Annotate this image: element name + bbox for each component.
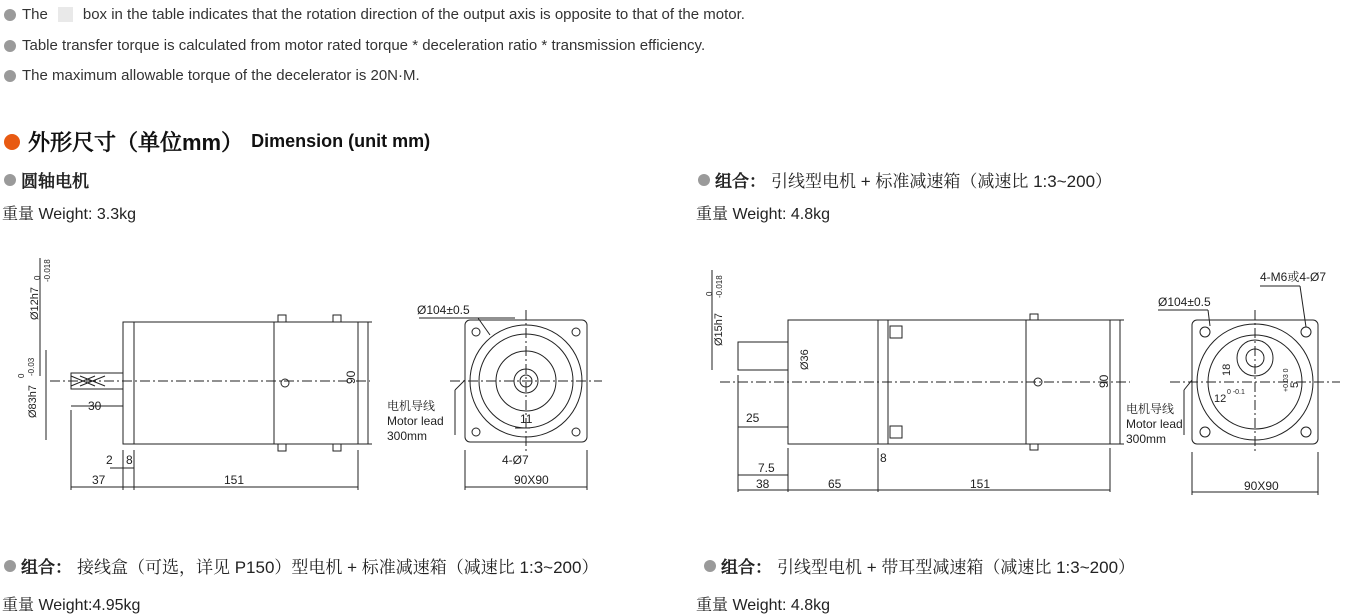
panel-3-rest: 接线盒（可选，详见 P150）型电机 + 标准减速箱（减速比 1:3~200） — [77, 558, 599, 577]
d2-flange-w: 8 — [880, 451, 887, 465]
panel-3-subtitle — [4, 553, 598, 578]
note-2-text: Table transfer torque is calculated from motor rated torque * deceleration ratio * transmission efficiency. — [22, 37, 706, 54]
note-2 — [4, 37, 705, 54]
shaded-box-icon — [58, 7, 73, 22]
d2-front-len: 38 — [756, 477, 770, 491]
d2-boss-dia: Ø36 — [799, 349, 811, 370]
d2-front-dia: Ø104±0.5 — [1158, 295, 1211, 309]
note-1 — [4, 6, 745, 23]
d2-dim-18: 18 — [1221, 363, 1233, 376]
panel-1-subtitle — [4, 167, 94, 192]
d2-dim-12: 12 — [1214, 393, 1227, 405]
bullet-icon — [4, 9, 16, 21]
drawing-2 — [700, 230, 1340, 510]
d1-pilot-dia: Ø83h7 — [27, 384, 39, 418]
d2-square: 90X90 — [1244, 479, 1279, 493]
d2-shaft-tol-bot: -0.018 — [715, 275, 724, 298]
d2-shaft-shoulder: 7.5 — [758, 461, 775, 475]
panel-2-weight: 重量 Weight: 4.8kg — [696, 206, 830, 223]
orange-bullet-icon — [4, 134, 20, 150]
d2-lead-cn: 电机导线 — [1126, 402, 1175, 416]
d2-height: 90 — [1097, 374, 1111, 388]
front-view-2 — [1158, 286, 1340, 495]
section-title-cn: 外形尺寸（单位mm） — [28, 130, 244, 155]
d1-key: 11 — [520, 412, 533, 426]
section-title-en: Dimension (unit mm) — [251, 131, 431, 151]
d2-shaft-dia: Ø15h7 — [713, 312, 725, 346]
panel-3-label: 组合： — [21, 558, 72, 577]
d1-lead-en: Motor lead — [387, 414, 444, 428]
panel-4-rest: 引线型电机 + 带耳型减速箱（减速比 1:3~200） — [777, 558, 1136, 577]
drawing-1 — [10, 240, 630, 510]
d1-shaft-tol-top: 0 — [33, 275, 42, 280]
d1-lead-cn: 电机导线 — [387, 399, 436, 413]
panel-2-rest: 引线型电机 + 标准减速箱（减速比 1:3~200） — [771, 172, 1113, 191]
note-3 — [4, 67, 420, 84]
d1-height: 90 — [344, 370, 358, 384]
d2-gear-len: 65 — [828, 477, 842, 491]
panel-1-weight: 重量 Weight: 3.3kg — [2, 206, 136, 223]
d1-flange-w: 8 — [126, 453, 133, 467]
panel-2-label: 组合： — [715, 172, 766, 191]
panel-4-label: 组合： — [721, 558, 772, 577]
bullet-icon — [698, 174, 710, 186]
d1-pilot-tol-top: 0 — [17, 373, 26, 378]
bullet-icon — [4, 174, 16, 186]
side-view-1 — [40, 258, 372, 490]
d1-pilot-tol-bot: -0.03 — [27, 357, 36, 376]
d2-lead-len: 300mm — [1126, 432, 1167, 446]
d2-shaft-len: 25 — [746, 411, 760, 425]
panel-3-weight: 重量 Weight:4.95kg — [2, 597, 141, 614]
panel-2-subtitle — [698, 167, 1112, 192]
d2-body-len: 151 — [970, 477, 991, 491]
d1-front-len: 37 — [92, 473, 106, 487]
side-view-2 — [712, 270, 1130, 492]
d1-square: 90X90 — [514, 473, 549, 487]
bullet-icon — [4, 70, 16, 82]
note-1-pre: The — [22, 6, 48, 23]
d1-front-dia: Ø104±0.5 — [417, 303, 470, 317]
panel-1-label: 圆轴电机 — [21, 172, 89, 191]
d2-dim-5-tol: +0.03 0 — [1283, 368, 1290, 392]
d1-shaft-len: 30 — [88, 399, 102, 413]
panel-4-subtitle — [704, 553, 1135, 578]
section-title — [4, 126, 430, 157]
d2-holes: 4-M6或4-Ø7 — [1260, 270, 1327, 284]
d2-dim-12-tol: 0 -0.1 — [1227, 389, 1245, 396]
note-3-text: The maximum allowable torque of the decelerator is 20N·M. — [22, 67, 420, 84]
d1-shaft-dia: Ø12h7 — [29, 286, 41, 320]
d2-dim-5: 5 — [1289, 381, 1301, 388]
note-1-post: box in the table indicates that the rotation direction of the output axis is opposite to that of the motor. — [82, 6, 745, 23]
bullet-icon — [704, 560, 716, 572]
panel-4-weight: 重量 Weight: 4.8kg — [696, 597, 830, 614]
d2-shaft-tol-top: 0 — [705, 291, 714, 296]
d1-holes: 4-Ø7 — [502, 453, 529, 467]
d1-body-len: 151 — [224, 473, 245, 487]
bullet-icon — [4, 40, 16, 52]
bullet-icon — [4, 560, 16, 572]
d2-lead-en: Motor lead — [1126, 417, 1183, 431]
d1-lead-len: 300mm — [387, 429, 428, 443]
d1-shaft-tol-bot: -0.018 — [43, 259, 52, 282]
d1-flange-th: 2 — [106, 453, 113, 467]
